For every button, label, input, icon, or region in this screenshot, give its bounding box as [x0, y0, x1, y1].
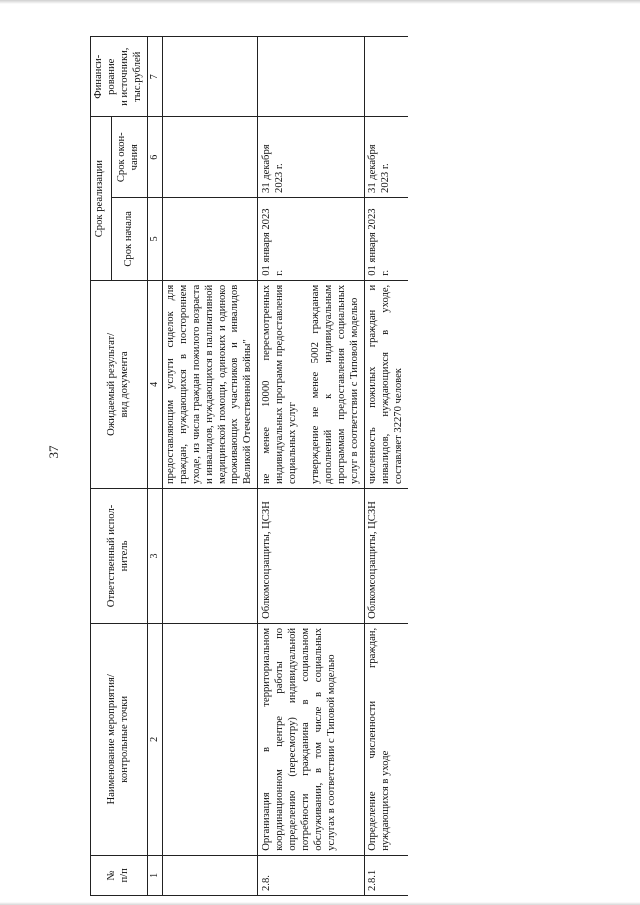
row-name: Определение численности граждан, нуждающихся в уходе [364, 623, 407, 855]
header-name: Наименование мероприятия/ контрольные точки [91, 623, 148, 855]
row-num: 2.8.1 [364, 855, 407, 895]
row-end: 31 декабря 2023 г. [258, 117, 364, 197]
header-executor: Ответственный испол- нитель [91, 489, 148, 624]
row-result [258, 280, 364, 488]
row-num [162, 855, 257, 895]
scan-edge-top [0, 0, 640, 4]
row-name: Организация в территориальном координационном центре работы по определению (пересмотру) индивидуальной потребности гражданина в социальном обслуживании, в том числе в социальных услугах в соответствии с Типовой моделью [258, 623, 364, 855]
column-number: 4 [147, 280, 162, 488]
row-finance [364, 37, 407, 118]
table-row-2-8-1 [364, 37, 407, 896]
column-number: 2 [147, 623, 162, 855]
row-start: 01 января 2023 г. [364, 197, 407, 280]
result-gap [300, 285, 310, 484]
column-number: 3 [147, 489, 162, 624]
row-executor [162, 489, 257, 624]
page-number-text: 37 [46, 445, 61, 459]
header-finance: Финанси- рование и источники, тыс.рублей [91, 37, 148, 118]
row-start: 01 января 2023 г. [258, 197, 364, 280]
row-result-part-2: утверждение не менее 5002 гражданам дополнений к индивидуальным программам предоставления социальных услуг в соответствии с Типовой моделью [310, 284, 360, 485]
table-row-2-8 [258, 37, 364, 896]
row-finance [162, 37, 257, 118]
column-number: 1 [147, 855, 162, 895]
header-num: № п/п [91, 855, 148, 895]
measures-table [90, 36, 408, 896]
row-num: 2.8. [258, 855, 364, 895]
header-end: Срок окон- чания [111, 117, 147, 197]
row-finance [258, 37, 364, 118]
row-result-part-1: не менее 10000 пересмотренных индивидуальных программ предоставления социальных услуг [261, 284, 299, 485]
column-number-row [147, 37, 162, 896]
row-executor: Облкомсоцзащиты, ЦСЗН [258, 489, 364, 624]
header-row-1 [91, 37, 112, 896]
row-result: численность пожилых граждан и инвалидов, нуждающихся в уходе, составляет 32270 человек [364, 280, 407, 488]
column-number: 6 [147, 117, 162, 197]
column-number: 7 [147, 37, 162, 118]
table-row-continuation [162, 37, 257, 896]
column-number: 5 [147, 197, 162, 280]
header-period: Срок реализации [91, 117, 112, 280]
row-end: 31 декабря 2023 г. [364, 117, 407, 197]
header-start: Срок начала [111, 197, 147, 280]
header-result: Ожидаемый результат/ вид документа [91, 280, 148, 488]
row-end [162, 117, 257, 197]
row-executor: Облкомсоцзащиты, ЦСЗН [364, 489, 407, 624]
row-start [162, 197, 257, 280]
rotated-table-container [90, 36, 605, 896]
row-name [162, 623, 257, 855]
row-result: предоставляющим услуги сиделок для граждан, нуждающихся в постороннем уходе, из числа граждан пожилого возраста и инвалидов, нуждающихся в паллиативной медицинской помощи, одиноких и одиноко проживающих участников и инвалидов Великой Отечественной войны" [162, 280, 257, 488]
